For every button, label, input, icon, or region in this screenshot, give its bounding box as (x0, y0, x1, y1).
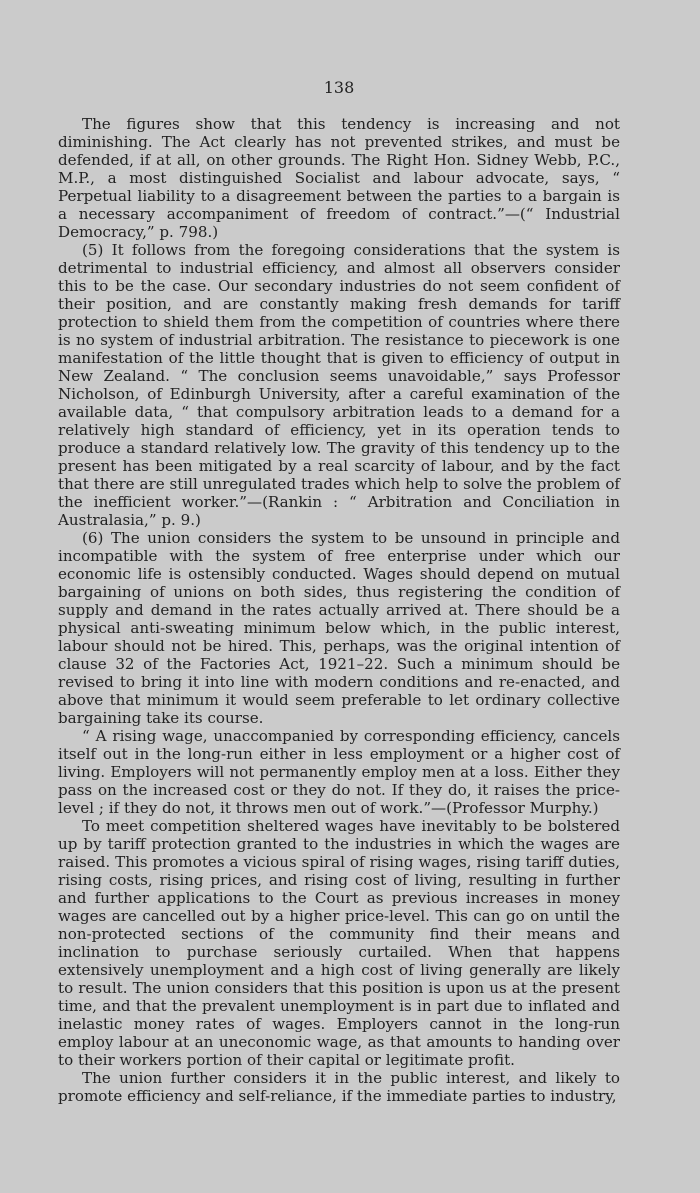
paragraph-quote-murphy: “ A rising wage, unaccompanied by corresponding efficiency, cancels itself out in the long-run either in less employment or a higher cost of living. Employers will not permanently employ men at a loss. Either they pass on the increased cost or they do not. If they do, it raises the price-level ; if they do not, it throws men out of work.”—(Professor Murphy.) (58, 727, 620, 817)
page-number: 138 (323, 78, 355, 97)
paragraph-efficiency: (5) It follows from the foregoing considerations that the system is detrimental to industrial efficiency, and almost all observers consider this to be the case. Our secondary industries do not seem confident of their position, and are constantly making fresh demands for tariff protection to shield them from the competition of countries where there is no system of industrial arbitration. The resistance to piecework is one manifestation of the little thought that is given to efficiency of output in New Zealand. “ The conclusion seems unavoidable,” says Professor Nicholson, of Edinburgh University, after a careful examination of the available data, “ that compulsory arbitration leads to a demand for a relatively high standard of efficiency, yet in its operation tends to produce a standard relatively low. The gravity of this tendency up to the present has been mitigated by a real scarcity of labour, and by the fact that there are still unregulated trades which help to solve the problem of the inefficient worker.”—(Rankin : “ Arbitration and Conciliation in Australasia,” p. 9.) (58, 241, 620, 529)
paragraph-strikes: The figures show that this tendency is increasing and not diminishing. The Act clearly has not prevented strikes, and must be defended, if at all, on other grounds. The Right Hon. Sidney Webb, P.C., M.P., a most distinguished Socialist and labour advocate, says, “ Perpetual liability to a disagreement between the parties to a bargain is a necessary accompaniment of freedom of contract.”—(“ Industrial Democracy,” p. 798.) (58, 115, 620, 241)
paragraph-sheltered-wages: To meet competition sheltered wages have inevitably to be bolstered up by tariff protection granted to the industries in which the wages are raised. This promotes a vicious spiral of rising wages, rising tariff duties, rising costs, rising prices, and rising cost of living, resulting in further and further applications to the Court as previous increases in money wages are cancelled out by a higher price-level. This can go on until the non-protected sections of the community find their means and inclination to purchase seriously curtailed. When that happens extensively unemployment and a high cost of living generally are likely to result. The union considers that this position is upon us at the present time, and that the prevalent unemployment is in part due to inflated and inelastic money rates of wages. Employers cannot in the long-run employ labour at an uneconomic wage, as that amounts to handing over to their workers portion of their capital or legitimate profit. (58, 817, 620, 1069)
paragraph-public-interest: The union further considers it in the public interest, and likely to promote efficiency and self-reliance, if the immediate parties to industry, (58, 1069, 620, 1105)
paragraph-free-enterprise: (6) The union considers the system to be unsound in principle and incompatible with the system of free enterprise under which our economic life is ostensibly conducted. Wages should depend on mutual bargaining of unions on both sides, thus registering the condition of supply and demand in the rates actually arrived at. There should be a physical anti-sweating minimum below which, in the public interest, labour should not be hired. This, perhaps, was the original intention of clause 32 of the Factories Act, 1921–22. Such a minimum should be revised to bring it into line with modern conditions and re-enacted, and above that minimum it would seem preferable to let ordinary collective bargaining take its course. (58, 529, 620, 727)
